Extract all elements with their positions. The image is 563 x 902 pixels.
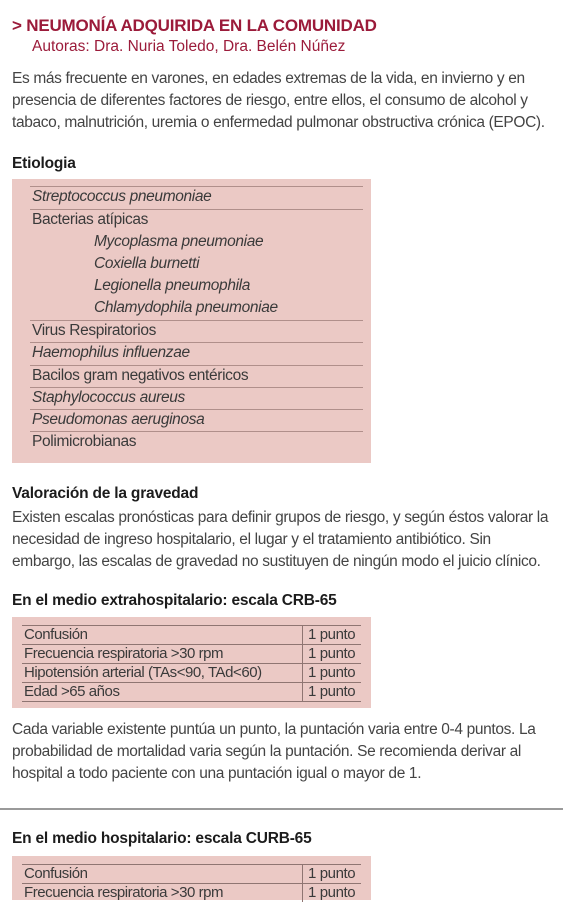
curb65-table — [12, 856, 371, 900]
list-item: Haemophilus influenzae — [32, 344, 190, 361]
list-item: Staphylococcus aureus — [32, 389, 185, 406]
table-row-line — [30, 186, 363, 187]
etiologia-heading: Etiologia — [12, 155, 76, 172]
list-item: Coxiella burnetti — [94, 255, 200, 272]
list-item: Bacilos gram negativos entéricos — [32, 367, 249, 384]
crb65-note: Cada variable existente puntúa un punto, la puntación varia entre 0-4 puntos. La probabilidad de mortalidad varia según la puntación. Se recomienda derivar al hospital a todo paciente con una puntación igual o mayor de 1. — [12, 721, 536, 782]
column-divider — [302, 663, 303, 682]
table-row — [22, 883, 361, 902]
column-divider — [302, 864, 303, 883]
table-row-line — [30, 387, 363, 388]
table-cell-points: 1 punto — [308, 626, 356, 643]
table-cell-label: Frecuencia respiratoria >30 rpm — [24, 645, 224, 662]
table-cell-points: 1 punto — [308, 664, 356, 681]
table-row — [22, 625, 361, 644]
column-divider — [302, 883, 303, 902]
table-cell-label: Frecuencia respiratoria >30 rpm — [24, 884, 224, 901]
table-cell-label: Hipotensión arterial (TAs<90, TAd<60) — [24, 664, 262, 681]
column-divider — [302, 682, 303, 701]
gravedad-heading: Valoración de la gravedad — [12, 485, 199, 502]
table-cell-label: Confusión — [24, 865, 88, 882]
table-row-line — [30, 365, 363, 366]
table-row-line — [30, 209, 363, 210]
table-row-line — [30, 320, 363, 321]
table-row — [22, 663, 361, 682]
column-divider — [302, 625, 303, 644]
column-divider — [302, 644, 303, 663]
etiologia-table — [12, 179, 371, 463]
crb65-table — [12, 617, 371, 708]
table-cell-points: 1 punto — [308, 645, 356, 662]
list-item: Chlamydophila pneumoniae — [94, 299, 278, 316]
table-cell-points: 1 punto — [308, 683, 356, 700]
list-item: Legionella pneumophila — [94, 277, 251, 294]
document-title: > NEUMONÍA ADQUIRIDA EN LA COMUNIDAD — [12, 16, 377, 35]
table-row — [22, 682, 361, 701]
document-authors: Autoras: Dra. Nuria Toledo, Dra. Belén Núñez — [32, 38, 346, 55]
section-divider — [0, 808, 563, 810]
table-cell-label: Edad >65 años — [24, 683, 120, 700]
list-item: Virus Respiratorios — [32, 322, 157, 339]
list-item: Pseudomonas aeruginosa — [32, 411, 205, 428]
table-cell-label: Confusión — [24, 626, 88, 643]
crb65-heading: En el medio extrahospitalario: escala CRB-65 — [12, 592, 337, 609]
table-row — [22, 644, 361, 663]
list-item: Streptococcus pneumoniae — [32, 188, 212, 205]
table-row-line — [30, 409, 363, 410]
table-row-line — [30, 342, 363, 343]
gravedad-paragraph: Existen escalas pronósticas para definir grupos de riesgo, y según éstos valorar la necesidad de ingreso hospitalario, el lugar y el tratamiento antibiótico. Sin embargo, las escalas de gravedad no sustituyen de ningún modo el juicio clínico. — [12, 509, 549, 570]
curb65-heading: En el medio hospitalario: escala CURB-65 — [12, 830, 312, 847]
list-item: Polimicrobianas — [32, 433, 137, 450]
table-cell-points: 1 punto — [308, 865, 356, 882]
table-row — [22, 864, 361, 883]
table-bottom-line — [22, 701, 361, 702]
intro-paragraph: Es más frecuente en varones, en edades extremas de la vida, en invierno y en presencia de diferentes factores de riesgo, entre ellos, el consumo de alcohol y tabaco, malnutrición, uremia o enfermedad pulmonar obstructiva crónica (EPOC). — [12, 70, 545, 131]
list-item: Mycoplasma pneumoniae — [94, 233, 264, 250]
table-row-line — [30, 431, 363, 432]
table-cell-points: 1 punto — [308, 884, 356, 901]
list-item: Bacterias atípicas — [32, 211, 149, 228]
